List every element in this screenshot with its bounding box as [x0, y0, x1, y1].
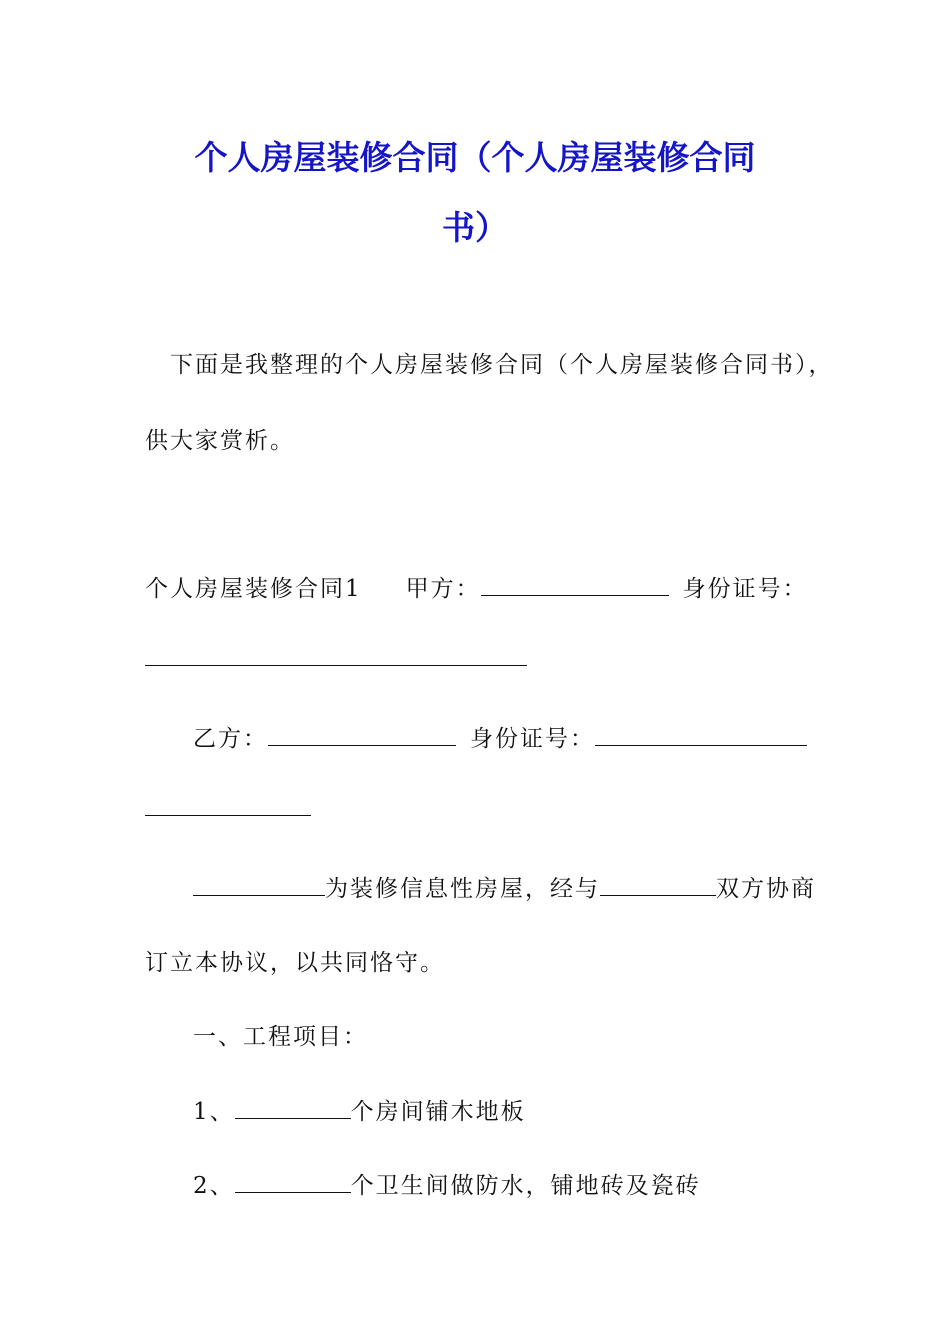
party-b-blank: [268, 725, 456, 746]
item-2-blank: [235, 1172, 351, 1193]
party-a-id-blank-line: [145, 645, 527, 672]
section-1-heading: 一、工程项目：: [193, 1024, 368, 1050]
party-a-id-blank: [145, 645, 527, 666]
party-b-id-label: 身份证号：: [470, 726, 595, 752]
document-title-line-2: 书）: [442, 208, 508, 247]
agree-text: 双方协商: [716, 876, 816, 902]
agree-line-2: 订立本协议，以共同恪守。: [145, 950, 445, 976]
purpose-line: [193, 870, 816, 903]
party-a-blank: [481, 575, 669, 596]
party-a-label: 甲方：: [405, 576, 481, 602]
party-b-id-blank: [595, 725, 807, 746]
contract-header-line: [145, 570, 808, 603]
contract-heading: 个人房屋装修合同1: [145, 576, 362, 602]
intro-line-1: 下面是我整理的个人房屋装修合同（个人房屋装修合同书），: [170, 352, 834, 378]
party-b-line: [193, 720, 807, 753]
item-2-text: 个卫生间做防水，铺地砖及瓷砖: [350, 1173, 701, 1199]
item-1-line: [193, 1093, 526, 1126]
item-2-number: 2、: [193, 1173, 235, 1199]
owner-blank: [193, 875, 325, 896]
purpose-text: 为装修信息性房屋，经与: [325, 876, 600, 902]
item-1-blank: [235, 1098, 351, 1119]
party-b-id-blank-line: [145, 795, 311, 822]
intro-line-2: 供大家赏析。: [145, 428, 295, 454]
document-title-line-1: 个人房屋装修合同（个人房屋装修合同: [194, 138, 756, 177]
party-a-id-label: 身份证号：: [682, 576, 808, 602]
party-b-label: 乙方：: [193, 726, 268, 752]
party-b-id-blank-cont: [145, 795, 311, 816]
contractor-blank: [600, 875, 716, 896]
item-1-number: 1、: [193, 1099, 235, 1125]
item-2-line: [193, 1167, 701, 1200]
item-1-text: 个房间铺木地板: [350, 1099, 526, 1125]
